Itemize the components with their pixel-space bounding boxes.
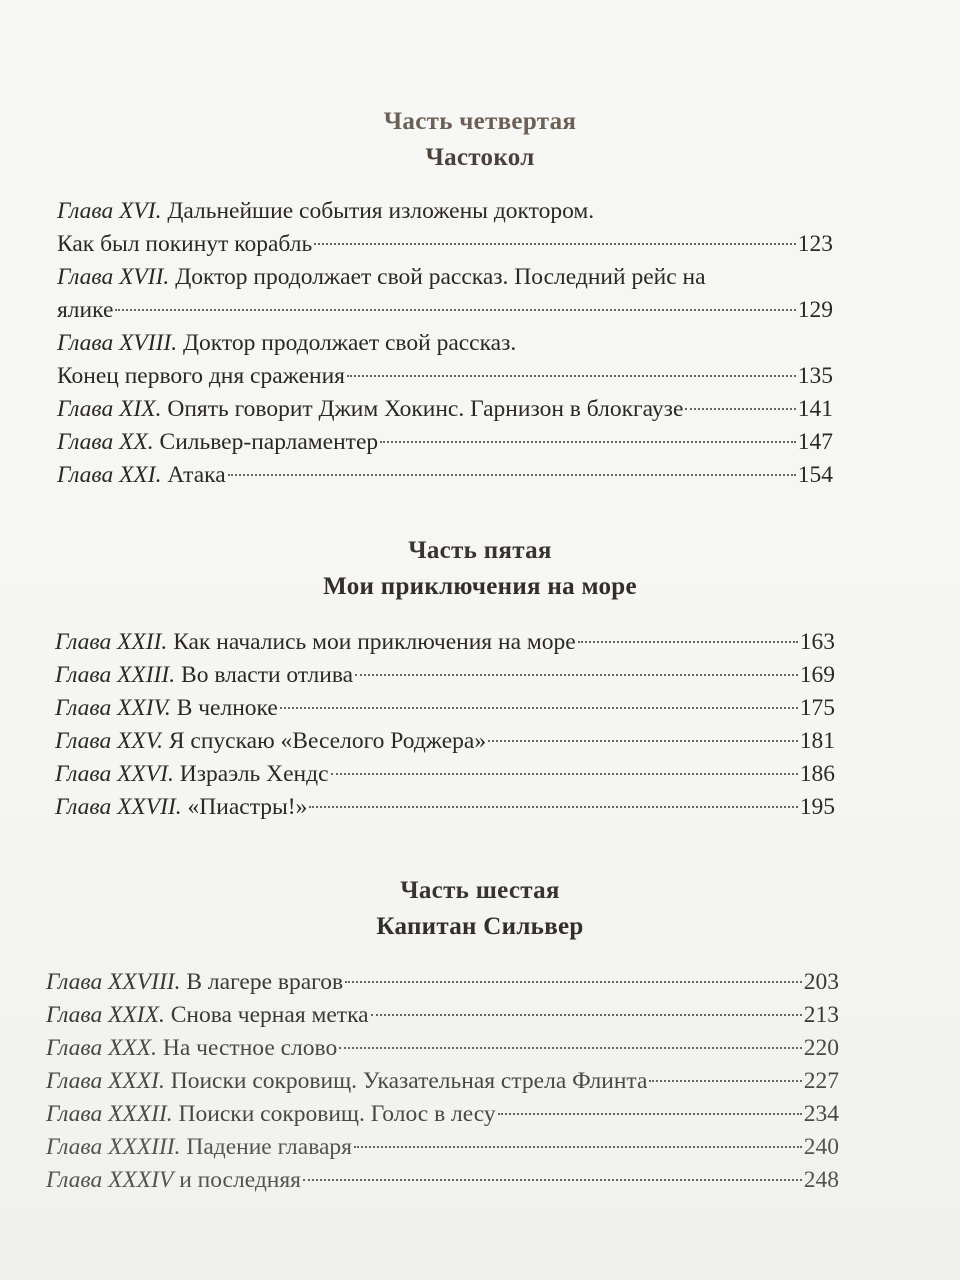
dot-leader bbox=[331, 773, 798, 775]
toc-entry bbox=[57, 327, 833, 393]
dot-leader bbox=[347, 375, 796, 377]
page-number: 213 bbox=[803, 1002, 839, 1028]
chapter-number: Глава XVII. bbox=[57, 264, 170, 290]
dot-leader bbox=[303, 1179, 802, 1181]
page-number: 123 bbox=[797, 231, 833, 257]
part-title: Часть пятая bbox=[408, 537, 552, 564]
toc-entry bbox=[57, 459, 833, 492]
chapter-number: Глава XXVI. bbox=[55, 761, 174, 787]
chapter-number: Глава XXVII. bbox=[55, 794, 182, 820]
page-number: 175 bbox=[799, 695, 835, 721]
chapter-title: Поиски сокровищ. Указательная стрела Флинта bbox=[170, 1068, 648, 1094]
page-number: 203 bbox=[803, 969, 839, 995]
page-number: 186 bbox=[799, 761, 835, 787]
chapter-title: Я спускаю «Веселого Роджера» bbox=[168, 728, 487, 754]
chapter-number: Глава XXI. bbox=[57, 462, 162, 488]
page-number: 169 bbox=[799, 662, 835, 688]
toc-entry bbox=[46, 1032, 839, 1065]
dot-leader bbox=[354, 1146, 802, 1148]
chapter-title: и последняя bbox=[179, 1167, 301, 1193]
chapter-number: Глава XXII. bbox=[55, 629, 168, 655]
dot-leader bbox=[228, 474, 796, 476]
chapter-title: Во власти отлива bbox=[181, 662, 354, 688]
page-number: 195 bbox=[799, 794, 835, 820]
toc-part-6 bbox=[46, 966, 839, 1197]
page-number: 234 bbox=[803, 1101, 839, 1127]
page-number: 220 bbox=[803, 1035, 839, 1061]
chapter-number: Глава XXXI. bbox=[46, 1068, 165, 1094]
chapter-title-cont: Как был покинут корабль bbox=[57, 231, 313, 257]
chapter-title: «Пиастры!» bbox=[187, 794, 308, 820]
dot-leader bbox=[339, 1047, 802, 1049]
part-subtitle: Частокол bbox=[425, 144, 535, 171]
toc-entry bbox=[46, 1098, 839, 1131]
toc-entry bbox=[57, 261, 833, 327]
page-number: 141 bbox=[797, 396, 833, 422]
toc-entry bbox=[46, 1164, 839, 1197]
chapter-title: Поиски сокровищ. Голос в лесу bbox=[178, 1101, 496, 1127]
chapter-number: Глава XXX. bbox=[46, 1035, 158, 1061]
chapter-title: Доктор продолжает свой рассказ. bbox=[183, 330, 517, 356]
dot-leader bbox=[355, 674, 798, 676]
dot-leader bbox=[371, 1014, 802, 1016]
toc-entry bbox=[46, 966, 839, 999]
dot-leader bbox=[498, 1113, 802, 1115]
part-title: Часть шестая bbox=[400, 877, 560, 904]
dot-leader bbox=[649, 1080, 801, 1082]
page-number: 248 bbox=[803, 1167, 839, 1193]
page-number: 147 bbox=[797, 429, 833, 455]
chapter-number: Глава XVI. bbox=[57, 198, 162, 224]
chapter-title: На честное слово bbox=[162, 1035, 338, 1061]
dot-leader bbox=[488, 740, 798, 742]
page-number: 129 bbox=[797, 297, 833, 323]
chapter-number: Глава XXXII. bbox=[46, 1101, 173, 1127]
part-heading-4 bbox=[0, 104, 960, 176]
toc-entry bbox=[55, 626, 835, 659]
part-subtitle: Капитан Сильвер bbox=[376, 913, 584, 940]
page-number: 135 bbox=[797, 363, 833, 389]
toc-entry bbox=[57, 393, 833, 426]
toc-entry bbox=[57, 426, 833, 459]
page-number: 163 bbox=[799, 629, 835, 655]
toc-entry bbox=[46, 1065, 839, 1098]
chapter-title-cont: Конец первого дня сражения bbox=[57, 363, 345, 389]
chapter-title-cont: ялике bbox=[57, 297, 114, 323]
chapter-number: Глава XXIX. bbox=[46, 1002, 165, 1028]
chapter-title: В лагере врагов bbox=[186, 969, 344, 995]
part-title: Часть четвертая bbox=[383, 108, 577, 135]
chapter-number: Глава XIX. bbox=[57, 396, 162, 422]
chapter-number: Глава XXIV. bbox=[55, 695, 171, 721]
part-heading-5 bbox=[0, 533, 960, 605]
chapter-title: Как начались мои приключения на море bbox=[173, 629, 576, 655]
toc-entry bbox=[55, 659, 835, 692]
chapter-title: Сильвер-парламентер bbox=[159, 429, 379, 455]
part-subtitle: Мои приключения на море bbox=[323, 573, 637, 600]
part-heading-6 bbox=[0, 873, 960, 945]
chapter-number: Глава XXXIV bbox=[46, 1167, 174, 1193]
toc-entry bbox=[55, 692, 835, 725]
dot-leader bbox=[380, 441, 796, 443]
toc-part-5 bbox=[55, 626, 835, 824]
chapter-title: Израэль Хендс bbox=[179, 761, 329, 787]
dot-leader bbox=[345, 981, 802, 983]
toc-entry bbox=[55, 791, 835, 824]
toc-entry bbox=[55, 725, 835, 758]
toc-entry bbox=[55, 758, 835, 791]
chapter-number: Глава XX. bbox=[57, 429, 154, 455]
chapter-number: Глава XXIII. bbox=[55, 662, 176, 688]
dot-leader bbox=[314, 243, 796, 245]
toc-entry bbox=[46, 1131, 839, 1164]
chapter-title: Снова черная метка bbox=[170, 1002, 369, 1028]
dot-leader bbox=[309, 806, 797, 808]
dot-leader bbox=[280, 707, 798, 709]
chapter-title: Опять говорит Джим Хокинс. Гарнизон в блокгаузе bbox=[167, 396, 684, 422]
chapter-title: Падение главаря bbox=[186, 1134, 352, 1160]
dot-leader bbox=[115, 309, 795, 311]
chapter-title: Атака bbox=[167, 462, 226, 488]
page-number: 181 bbox=[799, 728, 835, 754]
dot-leader bbox=[578, 641, 798, 643]
toc-entry bbox=[46, 999, 839, 1032]
page-number: 227 bbox=[803, 1068, 839, 1094]
toc-part-4 bbox=[57, 195, 833, 492]
chapter-number: Глава XVIII. bbox=[57, 330, 178, 356]
chapter-number: Глава XXVIII. bbox=[46, 969, 181, 995]
page-number: 240 bbox=[803, 1134, 839, 1160]
chapter-number: Глава XXXIII. bbox=[46, 1134, 181, 1160]
dot-leader bbox=[685, 408, 795, 410]
chapter-title: В челноке bbox=[176, 695, 278, 721]
chapter-title: Доктор продолжает свой рассказ. Последний рейс на bbox=[175, 264, 706, 290]
toc-entry bbox=[57, 195, 833, 261]
chapter-title: Дальнейшие события изложены доктором. bbox=[167, 198, 595, 224]
page-number: 154 bbox=[797, 462, 833, 488]
chapter-number: Глава XXV. bbox=[55, 728, 163, 754]
